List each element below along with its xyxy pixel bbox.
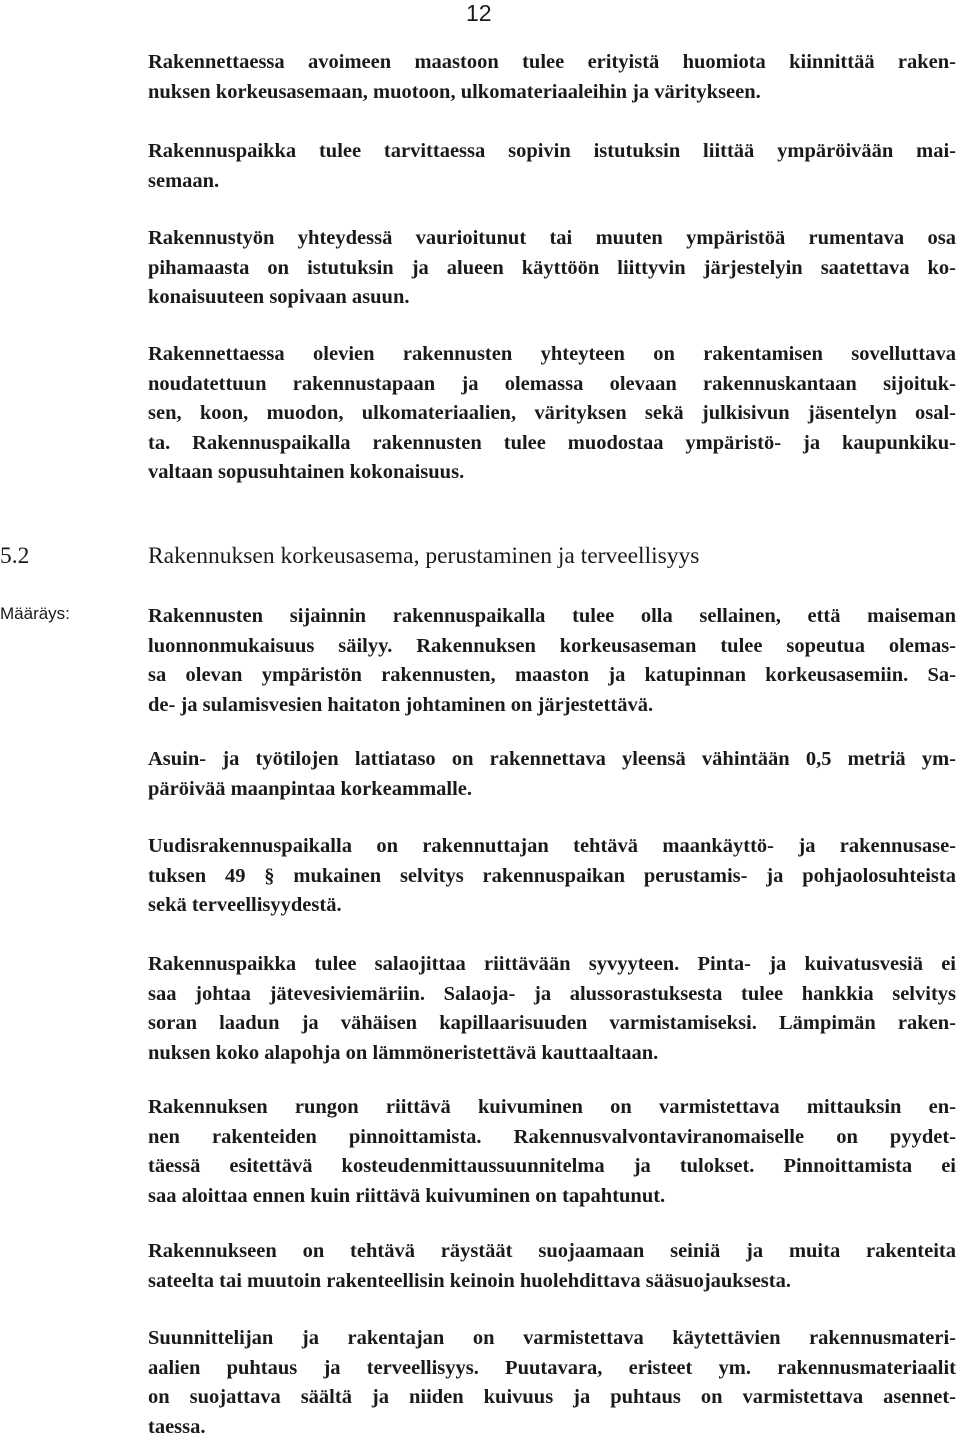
text-line: tuksen 49 § mukainen selvitys rakennuspaikan perustamis- ja pohjaolosuhteista	[148, 862, 956, 892]
text-line: pihamaasta on istutuksin ja alueen käyttöön liittyvin järjestelyin saatettava ko-	[148, 254, 956, 284]
text-line: sen, koon, muodon, ulkomateriaalien, värityksen sekä julkisivun jäsentelyn osal-	[148, 399, 956, 429]
section-paragraph-7	[148, 1324, 956, 1442]
text-line: sateelta tai muutoin rakenteellisin keinoin huolehdittava sääsuojauksesta.	[148, 1267, 956, 1297]
text-line: Rakennuspaikka tulee salaojittaa riittävään syvyyteen. Pinta- ja kuivatusvesiä ei	[148, 950, 956, 980]
text-line: valtaan sopusuhtainen kokonaisuus.	[148, 458, 956, 488]
text-line: taessa.	[148, 1413, 956, 1442]
text-line: nuksen koko alapohja on lämmöneristettävä kauttaaltaan.	[148, 1039, 956, 1069]
text-line: sa olevan ympäristön rakennusten, maaston ja katupinnan korkeusasemiin. Sa-	[148, 661, 956, 691]
paragraph-4	[148, 340, 956, 488]
text-line: sekä terveellisyydestä.	[148, 891, 956, 921]
text-line: Uudisrakennuspaikalla on rakennuttajan tehtävä maankäyttö- ja rakennusase-	[148, 832, 956, 862]
section-paragraph-2	[148, 745, 956, 804]
text-line: päröivää maanpintaa korkeammalle.	[148, 775, 956, 805]
text-line: saa aloittaa ennen kuin riittävä kuivuminen on tapahtunut.	[148, 1182, 956, 1212]
paragraph-3	[148, 224, 956, 313]
text-line: Rakennukseen on tehtävä räystäät suojaamaan seiniä ja muita rakenteita	[148, 1237, 956, 1267]
text-line: ta. Rakennuspaikalla rakennusten tulee muodostaa ympäristö- ja kaupunkiku-	[148, 429, 956, 459]
text-line: konaisuuteen sopivaan asuun.	[148, 283, 956, 313]
text-line: nen rakenteiden pinnoittamista. Rakennusvalvontaviranomaiselle on pyydet-	[148, 1123, 956, 1153]
text-line: aalien puhtaus ja terveellisyys. Puutavara, eristeet ym. rakennusmateriaalit	[148, 1354, 956, 1384]
text-line: Rakennuspaikka tulee tarvittaessa sopivin istutuksin liittää ympäröivään mai-	[148, 137, 956, 167]
text-line: on suojattava säältä ja niiden kuivuus ja puhtaus on varmistettava asennet-	[148, 1383, 956, 1413]
text-line: Asuin- ja työtilojen lattiataso on rakennettava yleensä vähintään 0,5 metriä ym-	[148, 745, 956, 775]
section-number: 5.2	[0, 543, 29, 570]
text-line: saa johtaa jätevesiviemäriin. Salaoja- ja alussorastuksesta tulee hankkia selvitys	[148, 980, 956, 1010]
text-line: Rakennettaessa olevien rakennusten yhteyteen on rakentamisen sovelluttava	[148, 340, 956, 370]
section-title: Rakennuksen korkeusasema, perustaminen ja terveellisyys	[148, 543, 699, 570]
text-line: semaan.	[148, 167, 956, 197]
paragraph-2	[148, 137, 956, 196]
text-line: Rakennustyön yhteydessä vaurioitunut tai muuten ympäristöä rumentava osa	[148, 224, 956, 254]
text-line: Rakennusten sijainnin rakennuspaikalla tulee olla sellainen, että maiseman	[148, 602, 956, 632]
section-paragraph-6	[148, 1237, 956, 1296]
margin-label: Määräys:	[0, 604, 70, 624]
text-line: täessä esitettävä kosteudenmittaussuunnitelma ja tulokset. Pinnoittamista ei	[148, 1152, 956, 1182]
text-line: nuksen korkeusasemaan, muotoon, ulkomateriaaleihin ja väritykseen.	[148, 78, 956, 108]
paragraph-1	[148, 48, 956, 107]
text-line: Rakennuksen rungon riittävä kuivuminen on varmistettava mittauksin en-	[148, 1093, 956, 1123]
text-line: de- ja sulamisvesien haitaton johtaminen on järjestettävä.	[148, 691, 956, 721]
text-line: Rakennettaessa avoimeen maastoon tulee erityistä huomiota kiinnittää raken-	[148, 48, 956, 78]
section-paragraph-4	[148, 950, 956, 1068]
text-line: noudatettuun rakennustapaan ja olemassa olevaan rakennuskantaan sijoituk-	[148, 370, 956, 400]
section-paragraph-5	[148, 1093, 956, 1211]
page-number: 12	[466, 0, 492, 27]
text-line: Suunnittelijan ja rakentajan on varmistettava käytettävien rakennusmateri-	[148, 1324, 956, 1354]
text-line: luonnonmukaisuus säilyy. Rakennuksen korkeusaseman tulee sopeutua olemas-	[148, 632, 956, 662]
section-paragraph-3	[148, 832, 956, 921]
text-line: soran laadun ja vähäisen kapillaarisuuden varmistamiseksi. Lämpimän raken-	[148, 1009, 956, 1039]
section-paragraph-1	[148, 602, 956, 720]
